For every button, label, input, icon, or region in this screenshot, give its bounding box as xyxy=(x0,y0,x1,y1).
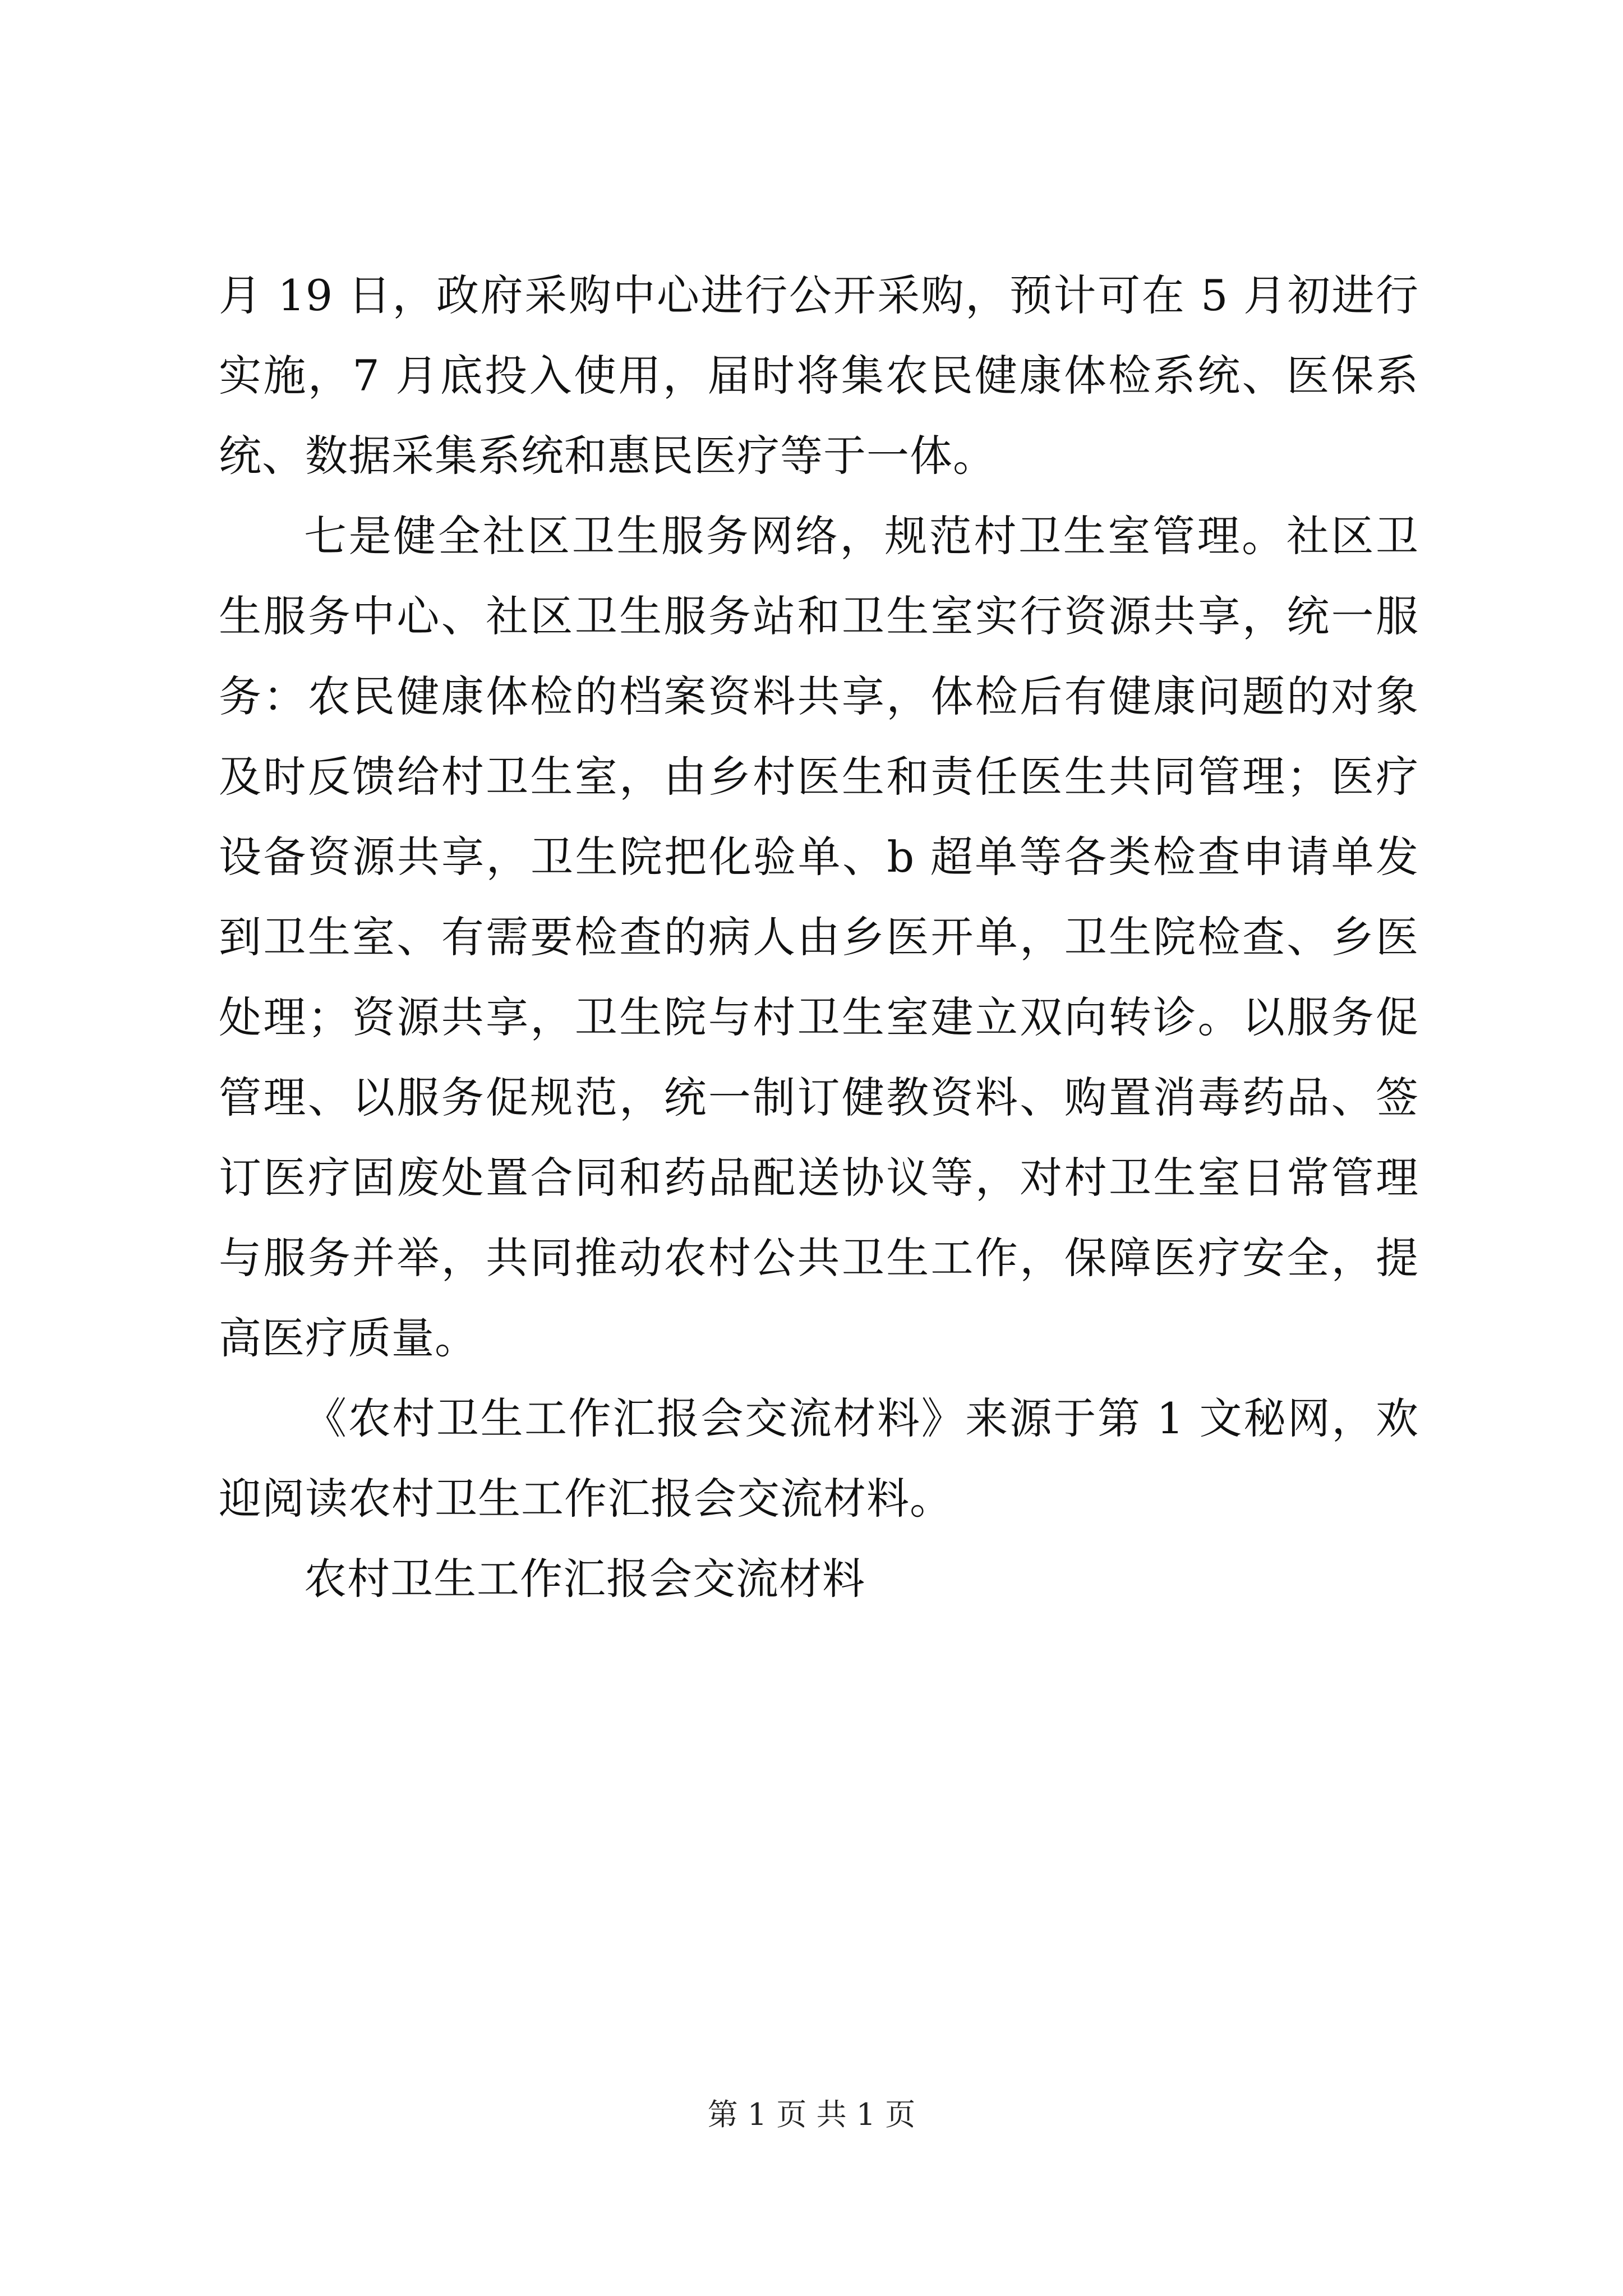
document-body xyxy=(219,255,1419,1619)
page-footer xyxy=(0,2095,1623,2134)
page-number-label: 第 1 页 共 1 页 xyxy=(707,2097,916,2132)
paragraph-continuation: 月 19 日，政府采购中心进行公开采购，预计可在 5 月初进行实施，7 月底投入使用，届时将集农民健康体检系统、医保系统、数据采集系统和惠民医疗等于一体。 xyxy=(219,270,1419,481)
paragraph-source-note: 《农村卫生工作汇报会交流材料》来源于第 1 文秘网，欢迎阅读农村卫生工作汇报会交流材料。 xyxy=(219,1393,1419,1524)
paragraph-item-seven: 七是健全社区卫生服务网络，规范村卫生室管理。社区卫生服务中心、社区卫生服务站和卫生室实行资源共享，统一服务：农民健康体检的档案资料共享，体检后有健康问题的对象及时反馈给村卫生室，由乡村医生和责任医生共同管理；医疗设备资源共享，卫生院把化验单、b 超单等各类检查申请单发到卫生室、有需要检查的病人由乡医开单，卫生院检查、乡医处理；资源共享，卫生院与村卫生室建立双向转诊。以服务促管理、以服务促规范，统一制订健教资料、购置消毒药品、签订医疗固废处置合同和药品配送协议等，对村卫生室日常管理与服务并举，共同推动农村公共卫生工作，保障医疗安全，提高医疗质量。 xyxy=(219,511,1419,1363)
paragraph-title-repeat: 农村卫生工作汇报会交流材料 xyxy=(304,1554,865,1604)
